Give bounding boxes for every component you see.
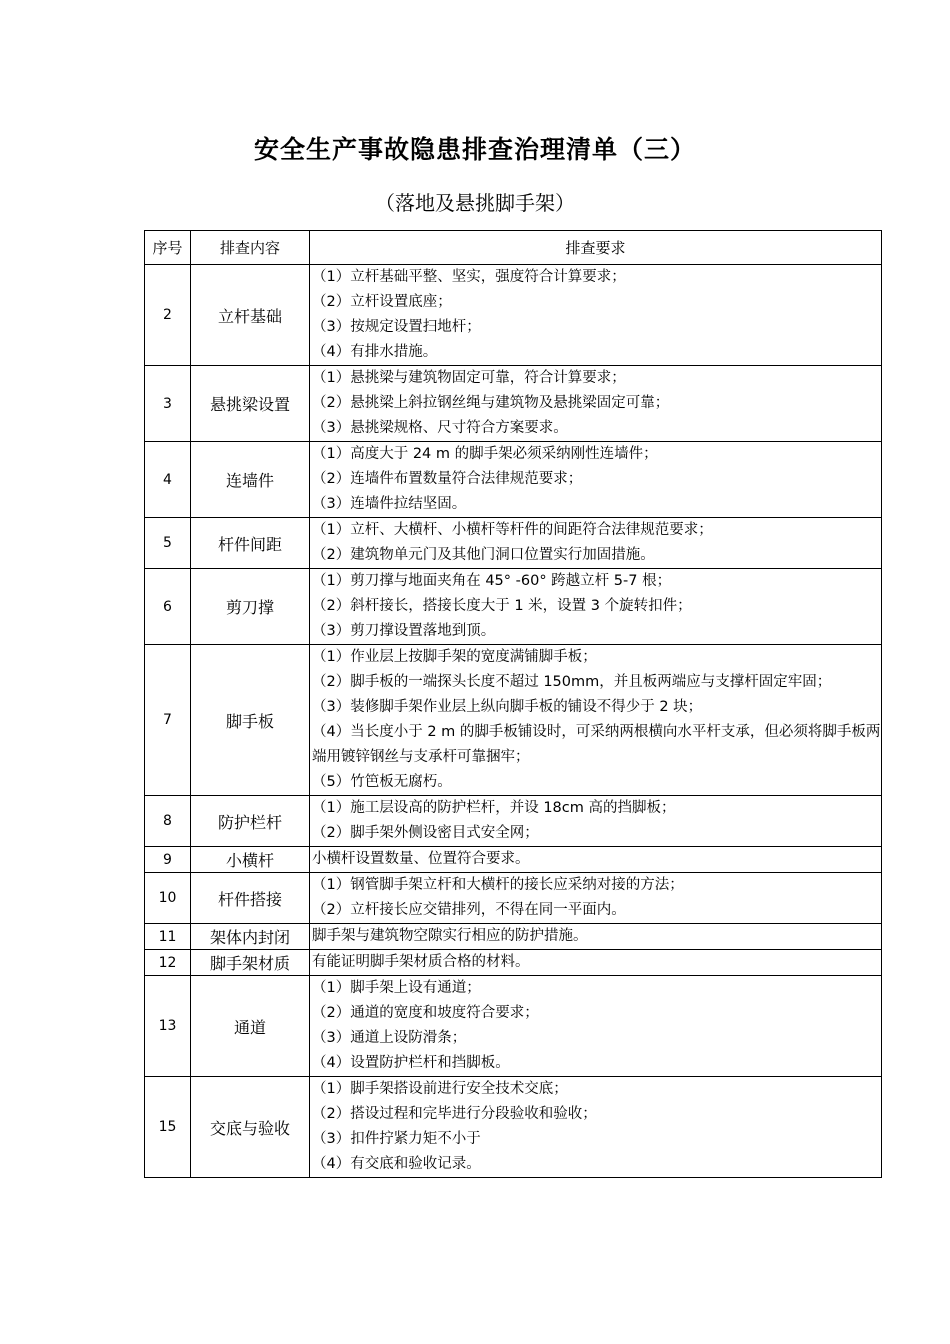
row-number: 6 xyxy=(145,569,191,645)
requirement-line: （1）钢管脚手架立杆和大横杆的接长应采纳对接的方法； xyxy=(312,877,684,893)
row-item: 通道 xyxy=(191,976,310,1077)
requirement-line: （1）作业层上按脚手架的宽度满铺脚手板； xyxy=(312,649,597,665)
row-requirements xyxy=(310,847,882,873)
header-item: 排查内容 xyxy=(191,231,310,265)
table-row xyxy=(145,518,882,569)
row-item: 脚手架材质 xyxy=(191,950,310,976)
requirement-line: （1）施工层设高的防护栏杆，并设 18cm 高的挡脚板； xyxy=(312,800,676,816)
row-item: 架体内封闭 xyxy=(191,924,310,950)
document-subtitle: （落地及悬挑脚手架） xyxy=(375,191,575,215)
row-number: 8 xyxy=(145,796,191,847)
row-item: 防护栏杆 xyxy=(191,796,310,847)
requirement-line: 脚手架与建筑物空隙实行相应的防护措施。 xyxy=(312,928,588,944)
row-number: 3 xyxy=(145,366,191,442)
row-requirements xyxy=(310,265,882,366)
table-row xyxy=(145,442,882,518)
requirement-line: （2）斜杆接长，搭接长度大于 1 米，设置 3 个旋转扣件； xyxy=(312,598,692,614)
row-number: 13 xyxy=(145,976,191,1077)
requirement-line: （4）有交底和验收记录。 xyxy=(312,1156,481,1172)
row-item: 立杆基础 xyxy=(191,265,310,366)
row-item: 连墙件 xyxy=(191,442,310,518)
row-item: 剪刀撑 xyxy=(191,569,310,645)
row-number: 7 xyxy=(145,645,191,796)
requirement-line: （3）剪刀撑设置落地到顶。 xyxy=(312,623,496,639)
row-requirements xyxy=(310,950,882,976)
row-number: 10 xyxy=(145,873,191,924)
table-row xyxy=(145,1077,882,1178)
requirement-line: （4）当长度小于 2 m 的脚手板铺设时，可采纳两根横向水平杆支承，但必须将脚手板两端用镀锌钢丝与支承杆可靠捆牢； xyxy=(312,724,881,765)
requirement-line: （3）连墙件拉结坚固。 xyxy=(312,496,467,512)
requirement-line: （1）立杆、大横杆、小横杆等杆件的间距符合法律规范要求； xyxy=(312,522,713,538)
row-number: 5 xyxy=(145,518,191,569)
requirement-line: （4）有排水措施。 xyxy=(312,344,438,360)
row-requirements xyxy=(310,1077,882,1178)
row-number: 2 xyxy=(145,265,191,366)
requirement-line: （2）连墙件布置数量符合法律规范要求； xyxy=(312,471,583,487)
row-requirements xyxy=(310,924,882,950)
header-requirements: 排查要求 xyxy=(310,231,882,265)
header-number: 序号 xyxy=(145,231,191,265)
requirement-line: （1）脚手架搭设前进行安全技术交底； xyxy=(312,1081,568,1097)
table-row xyxy=(145,569,882,645)
requirement-line: （1）悬挑梁与建筑物固定可靠，符合计算要求； xyxy=(312,370,626,386)
row-item: 杆件搭接 xyxy=(191,873,310,924)
table-row xyxy=(145,847,882,873)
row-requirements xyxy=(310,366,882,442)
requirement-line: （2）立杆接长应交错排列，不得在同一平面内。 xyxy=(312,902,626,918)
requirement-line: （3）按规定设置扫地杆； xyxy=(312,319,481,335)
row-item: 交底与验收 xyxy=(191,1077,310,1178)
requirement-line: （1）高度大于 24 m 的脚手架必须采纳刚性连墙件； xyxy=(312,446,658,462)
checklist-table xyxy=(144,230,882,1178)
requirement-line: （2）通道的宽度和坡度符合要求； xyxy=(312,1005,539,1021)
document-title: 安全生产事故隐患排查治理清单（三） xyxy=(253,135,696,164)
requirement-line: （1）脚手架上设有通道； xyxy=(312,980,481,996)
row-item: 悬挑梁设置 xyxy=(191,366,310,442)
requirement-line: （5）竹笆板无腐朽。 xyxy=(312,774,452,790)
row-number: 4 xyxy=(145,442,191,518)
table-row xyxy=(145,976,882,1077)
requirement-line: （1）剪刀撑与地面夹角在 45° -60° 跨越立杆 5-7 根； xyxy=(312,573,672,589)
requirement-line: （2）立杆设置底座； xyxy=(312,294,452,310)
row-number: 9 xyxy=(145,847,191,873)
table-row xyxy=(145,645,882,796)
row-requirements xyxy=(310,569,882,645)
row-number: 11 xyxy=(145,924,191,950)
row-requirements xyxy=(310,873,882,924)
table-row xyxy=(145,366,882,442)
requirement-line: （3）装修脚手架作业层上纵向脚手板的铺设不得少于 2 块； xyxy=(312,699,703,715)
requirement-line: 小横杆设置数量、位置符合要求。 xyxy=(312,851,530,867)
requirement-line: （2）脚手板的一端探头长度不超过 150mm，并且板两端应与支撑杆固定牢固； xyxy=(312,674,832,690)
requirement-line: （2）搭设过程和完毕进行分段验收和验收； xyxy=(312,1106,597,1122)
table-row xyxy=(145,873,882,924)
requirement-line: 有能证明脚手架材质合格的材料。 xyxy=(312,954,530,970)
requirement-line: （2）脚手架外侧设密目式安全网； xyxy=(312,825,539,841)
row-requirements xyxy=(310,796,882,847)
row-number: 15 xyxy=(145,1077,191,1178)
row-requirements xyxy=(310,442,882,518)
requirement-line: （3）通道上设防滑条； xyxy=(312,1030,467,1046)
requirement-line: （3）扣件拧紧力矩不小于 xyxy=(312,1131,481,1147)
requirement-line: （2）建筑物单元门及其他门洞口位置实行加固措施。 xyxy=(312,547,655,563)
requirement-line: （4）设置防护栏杆和挡脚板。 xyxy=(312,1055,510,1071)
row-item: 杆件间距 xyxy=(191,518,310,569)
table-row xyxy=(145,924,882,950)
row-number: 12 xyxy=(145,950,191,976)
row-item: 小横杆 xyxy=(191,847,310,873)
table-row xyxy=(145,796,882,847)
table-body xyxy=(145,265,882,1178)
requirement-line: （1）立杆基础平整、坚实，强度符合计算要求； xyxy=(312,269,626,285)
requirement-line: （2）悬挑梁上斜拉钢丝绳与建筑物及悬挑梁固定可靠； xyxy=(312,395,670,411)
table-row xyxy=(145,950,882,976)
table-row xyxy=(145,265,882,366)
row-requirements xyxy=(310,518,882,569)
row-requirements xyxy=(310,645,882,796)
row-requirements xyxy=(310,976,882,1077)
row-item: 脚手板 xyxy=(191,645,310,796)
table-header-row xyxy=(145,231,882,265)
requirement-line: （3）悬挑梁规格、尺寸符合方案要求。 xyxy=(312,420,568,436)
